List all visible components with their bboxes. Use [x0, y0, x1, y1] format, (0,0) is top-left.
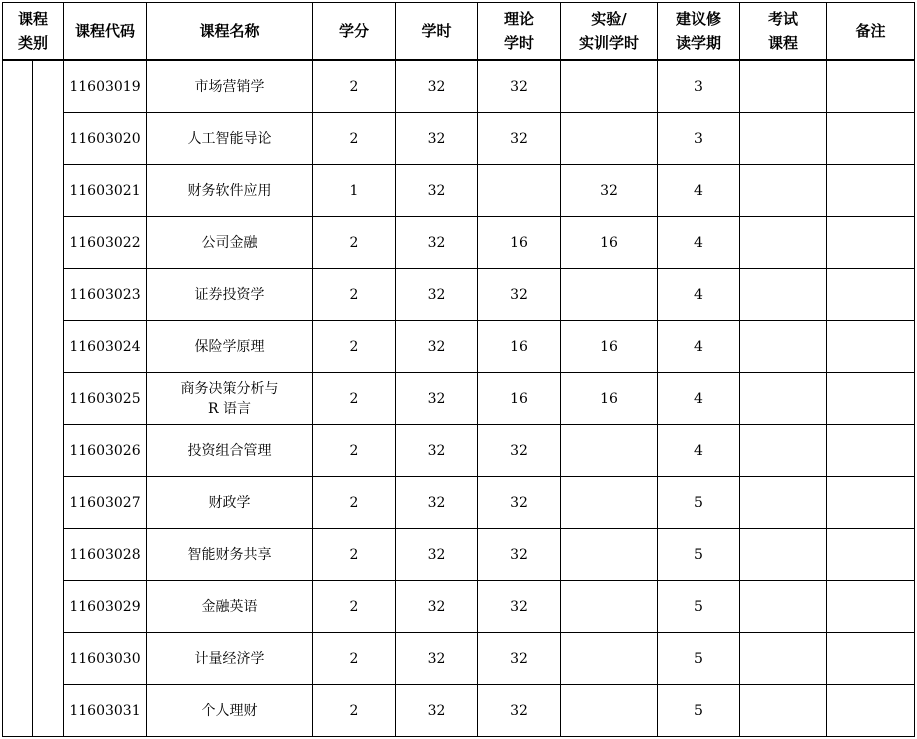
cell-credits: 2 — [313, 113, 396, 165]
cell-exam — [740, 685, 827, 737]
cell-remarks — [827, 217, 915, 269]
table-row — [3, 60, 915, 113]
cell-theory: 32 — [478, 113, 561, 165]
cell-remarks — [827, 60, 915, 113]
cell-remarks — [827, 373, 915, 425]
cell-exam — [740, 477, 827, 529]
course-table — [2, 2, 915, 737]
table-row — [3, 529, 915, 581]
cell-hours: 32 — [396, 60, 478, 113]
cell-theory: 32 — [478, 529, 561, 581]
cell-hours: 32 — [396, 633, 478, 685]
cell-practice: 16 — [561, 217, 658, 269]
header-remarks: 备注 — [827, 3, 915, 61]
cell-exam — [740, 581, 827, 633]
cell-practice — [561, 113, 658, 165]
cell-remarks — [827, 321, 915, 373]
cell-semester: 5 — [658, 633, 740, 685]
table-row — [3, 633, 915, 685]
cell-semester: 4 — [658, 217, 740, 269]
cell-exam — [740, 633, 827, 685]
cell-semester: 5 — [658, 477, 740, 529]
cell-theory: 16 — [478, 217, 561, 269]
cell-remarks — [827, 581, 915, 633]
header-name: 课程名称 — [147, 3, 313, 61]
cell-code: 11603028 — [64, 529, 147, 581]
cell-hours: 32 — [396, 269, 478, 321]
cell-code: 11603019 — [64, 60, 147, 113]
cell-theory: 32 — [478, 685, 561, 737]
cell-credits: 2 — [313, 321, 396, 373]
cell-remarks — [827, 685, 915, 737]
table-row — [3, 685, 915, 737]
cell-practice — [561, 425, 658, 477]
cell-credits: 2 — [313, 425, 396, 477]
cell-name: 证券投资学 — [147, 269, 313, 321]
category-divider — [32, 61, 33, 736]
table-row — [3, 113, 915, 165]
cell-theory: 32 — [478, 60, 561, 113]
cell-practice — [561, 633, 658, 685]
cell-remarks — [827, 529, 915, 581]
cell-name: 财务软件应用 — [147, 165, 313, 217]
cell-credits: 2 — [313, 529, 396, 581]
cell-credits: 2 — [313, 581, 396, 633]
header-practice: 实验/ 实训学时 — [561, 3, 658, 61]
cell-remarks — [827, 477, 915, 529]
cell-hours: 32 — [396, 529, 478, 581]
cell-name: 个人理财 — [147, 685, 313, 737]
cell-name: 公司金融 — [147, 217, 313, 269]
cell-practice: 16 — [561, 321, 658, 373]
cell-credits: 2 — [313, 269, 396, 321]
cell-practice — [561, 685, 658, 737]
cell-practice: 16 — [561, 373, 658, 425]
cell-exam — [740, 529, 827, 581]
cell-code: 11603031 — [64, 685, 147, 737]
table-row — [3, 165, 915, 217]
cell-semester: 3 — [658, 60, 740, 113]
cell-name: 智能财务共享 — [147, 529, 313, 581]
cell-name: 保险学原理 — [147, 321, 313, 373]
cell-practice: 32 — [561, 165, 658, 217]
cell-hours: 32 — [396, 373, 478, 425]
cell-semester: 4 — [658, 269, 740, 321]
cell-code: 11603025 — [64, 373, 147, 425]
cell-code: 11603027 — [64, 477, 147, 529]
table-row — [3, 269, 915, 321]
table-body — [3, 60, 915, 737]
cell-exam — [740, 165, 827, 217]
cell-semester: 3 — [658, 113, 740, 165]
cell-hours: 32 — [396, 425, 478, 477]
header-exam: 考试 课程 — [740, 3, 827, 61]
cell-hours: 32 — [396, 477, 478, 529]
header-semester: 建议修 读学期 — [658, 3, 740, 61]
cell-semester: 5 — [658, 529, 740, 581]
cell-semester: 4 — [658, 373, 740, 425]
header-code: 课程代码 — [64, 3, 147, 61]
cell-practice — [561, 581, 658, 633]
table-row — [3, 581, 915, 633]
cell-name: 投资组合管理 — [147, 425, 313, 477]
cell-hours: 32 — [396, 685, 478, 737]
cell-exam — [740, 269, 827, 321]
cell-code: 11603022 — [64, 217, 147, 269]
cell-hours: 32 — [396, 581, 478, 633]
cell-credits: 2 — [313, 60, 396, 113]
cell-exam — [740, 321, 827, 373]
header-category: 课程 类别 — [3, 3, 64, 61]
cell-hours: 32 — [396, 217, 478, 269]
cell-theory: 16 — [478, 373, 561, 425]
cell-credits: 1 — [313, 165, 396, 217]
table-row — [3, 477, 915, 529]
cell-credits: 2 — [313, 217, 396, 269]
header-row — [3, 3, 915, 61]
cell-exam — [740, 425, 827, 477]
cell-name: 商务决策分析与 R 语言 — [147, 373, 313, 425]
cell-theory: 32 — [478, 425, 561, 477]
cell-theory: 32 — [478, 477, 561, 529]
cell-theory — [478, 165, 561, 217]
cell-credits: 2 — [313, 477, 396, 529]
cell-theory: 32 — [478, 269, 561, 321]
cell-semester: 5 — [658, 685, 740, 737]
cell-credits: 2 — [313, 373, 396, 425]
cell-practice — [561, 269, 658, 321]
table-row — [3, 425, 915, 477]
cell-name: 市场营销学 — [147, 60, 313, 113]
cell-code: 11603029 — [64, 581, 147, 633]
cell-remarks — [827, 633, 915, 685]
cell-credits: 2 — [313, 685, 396, 737]
cell-name: 人工智能导论 — [147, 113, 313, 165]
cell-remarks — [827, 165, 915, 217]
cell-code: 11603030 — [64, 633, 147, 685]
cell-theory: 32 — [478, 581, 561, 633]
cell-semester: 4 — [658, 425, 740, 477]
cell-practice — [561, 477, 658, 529]
cell-exam — [740, 373, 827, 425]
cell-semester: 5 — [658, 581, 740, 633]
header-hours: 学时 — [396, 3, 478, 61]
cell-theory: 16 — [478, 321, 561, 373]
table-row — [3, 217, 915, 269]
cell-hours: 32 — [396, 113, 478, 165]
header-credits: 学分 — [313, 3, 396, 61]
cell-hours: 32 — [396, 321, 478, 373]
cell-remarks — [827, 269, 915, 321]
cell-hours: 32 — [396, 165, 478, 217]
cell-credits: 2 — [313, 633, 396, 685]
cell-remarks — [827, 113, 915, 165]
cell-remarks — [827, 425, 915, 477]
table-row — [3, 373, 915, 425]
cell-name: 财政学 — [147, 477, 313, 529]
cell-semester: 4 — [658, 165, 740, 217]
category-cell — [3, 60, 64, 737]
cell-name: 金融英语 — [147, 581, 313, 633]
cell-exam — [740, 217, 827, 269]
cell-code: 11603021 — [64, 165, 147, 217]
cell-code: 11603023 — [64, 269, 147, 321]
table-row — [3, 321, 915, 373]
cell-practice — [561, 529, 658, 581]
cell-name: 计量经济学 — [147, 633, 313, 685]
cell-code: 11603020 — [64, 113, 147, 165]
cell-theory: 32 — [478, 633, 561, 685]
cell-practice — [561, 60, 658, 113]
cell-exam — [740, 60, 827, 113]
header-theory: 理论 学时 — [478, 3, 561, 61]
cell-exam — [740, 113, 827, 165]
cell-semester: 4 — [658, 321, 740, 373]
cell-code: 11603026 — [64, 425, 147, 477]
cell-code: 11603024 — [64, 321, 147, 373]
